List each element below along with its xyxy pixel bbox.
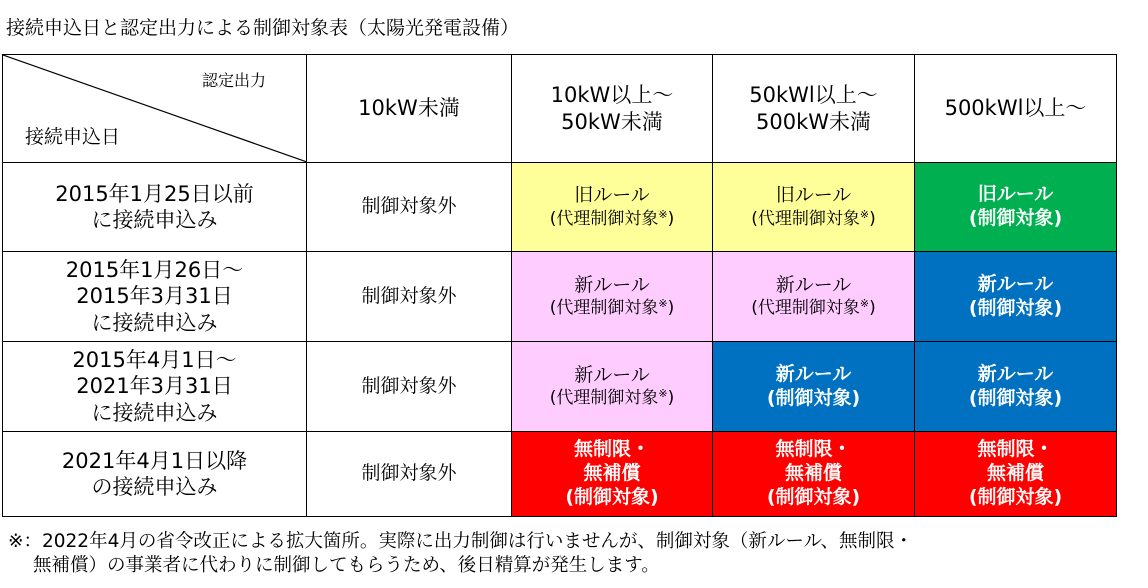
footnote-mark: ※ [859, 207, 870, 221]
cell-line: (制御対象) [968, 485, 1063, 508]
footnote-mark: ※ [658, 297, 668, 311]
cell-line: 無制限・ [573, 438, 650, 461]
cell-proxy-control [512, 342, 713, 432]
footnote-mark: ※ [658, 207, 668, 221]
cell-line: 新ルール [977, 362, 1054, 385]
footnote-mark: ※ [658, 387, 668, 401]
column-header [915, 55, 1117, 163]
output-axis-label: 認定出力 [201, 71, 266, 90]
row-label-line: 2015年1月25日以前 [55, 181, 254, 206]
cell-line: 無補償 [986, 462, 1044, 485]
cell-controlled [512, 432, 713, 517]
cell-line: (制御対象) [968, 207, 1063, 229]
row-label-cell [3, 342, 307, 432]
header-row [3, 55, 1117, 163]
cell-line: (制御対象) [968, 296, 1063, 319]
column-header-line: 50kW未満 [561, 109, 663, 134]
cell-line: 無補償 [583, 462, 641, 485]
control-target-table [2, 54, 1117, 517]
row-label-line: 2021年4月1日以降 [61, 448, 248, 473]
row-label-cell [3, 163, 307, 252]
row-label-line: に接続申込み [91, 310, 218, 335]
cell-proxy-control [713, 252, 915, 342]
corner-header-cell [3, 55, 307, 163]
cell-not-controlled: 制御対象外 [307, 163, 512, 252]
cell-line: 無制限・ [775, 438, 852, 461]
rule-name: 新ルール [574, 363, 650, 386]
row-label-cell [3, 252, 307, 342]
footnote-line-2: 無補償）の事業者に代わりに制御してもらうため、後日精算が発生します。 [33, 555, 660, 577]
table-row [3, 432, 1117, 517]
cell-not-controlled: 制御対象外 [307, 432, 512, 517]
column-header-line: 500kWl以上～ [944, 96, 1087, 121]
cell-line: 無制限・ [977, 438, 1054, 461]
table-row [3, 342, 1117, 432]
rule-status: (代理制御対象※) [751, 207, 876, 229]
rule-name: 旧ルール [574, 184, 650, 206]
cell-line: 新ルール [775, 362, 852, 385]
row-label-cell [3, 432, 307, 517]
rule-name: 新ルール [775, 273, 852, 296]
page-title: 接続申込日と認定出力による制御対象表（太陽光発電設備） [6, 17, 520, 39]
footnote-mark: ※ [859, 297, 870, 311]
column-header [512, 55, 713, 163]
row-label-line: 2021年3月31日 [76, 374, 233, 399]
rule-name: 旧ルール [775, 184, 852, 206]
rule-status: (代理制御対象※) [549, 297, 675, 319]
row-label-line: に接続申込み [91, 208, 218, 232]
column-header [713, 55, 915, 163]
cell-proxy-control [512, 252, 713, 342]
cell-line: (制御対象) [968, 386, 1063, 409]
rule-status: (代理制御対象※) [751, 297, 876, 319]
cell-not-controlled: 制御対象外 [307, 252, 512, 342]
row-label-line: 2015年1月26日～ [65, 258, 244, 283]
column-header-line: 500kW未満 [755, 109, 871, 134]
cell-controlled [915, 432, 1117, 517]
row-label-line: 2015年3月31日 [76, 284, 233, 309]
footnote [8, 530, 913, 578]
cell-not-controlled: 制御対象外 [307, 342, 512, 432]
row-label-line: の接続申込み [91, 475, 218, 499]
cell-line: 旧ルール [977, 183, 1054, 206]
table-row [3, 163, 1117, 252]
cell-controlled [915, 163, 1117, 252]
cell-line: (制御対象) [565, 485, 659, 508]
cell-controlled [713, 342, 915, 432]
cell-proxy-control [512, 163, 713, 252]
cell-line: (制御対象) [766, 386, 861, 409]
column-header [307, 55, 512, 163]
cell-line: 無補償 [784, 462, 842, 485]
column-header-line: 10kW以上～ [550, 83, 674, 108]
footnote-line-1: ※：2022年4月の省令改正による拡大箇所。実際に出力制御は行いませんが、制御対象（新ルール、無制限・ [8, 531, 914, 552]
row-label-line: に接続申込み [91, 400, 218, 425]
cell-proxy-control [713, 163, 915, 252]
column-header-line: 10kW未満 [358, 96, 460, 121]
column-header-line: 50kWl以上～ [749, 83, 878, 108]
cell-controlled [713, 432, 915, 517]
date-axis-label: 接続申込日 [25, 126, 121, 148]
row-label-line: 2015年4月1日～ [72, 348, 237, 373]
cell-line: (制御対象) [766, 485, 861, 508]
table-row [3, 252, 1117, 342]
cell-controlled [915, 252, 1117, 342]
rule-name: 新ルール [574, 273, 650, 296]
rule-status: (代理制御対象※) [549, 207, 675, 229]
rule-status: (代理制御対象※) [549, 387, 675, 409]
cell-controlled [915, 342, 1117, 432]
cell-line: 新ルール [977, 272, 1054, 295]
